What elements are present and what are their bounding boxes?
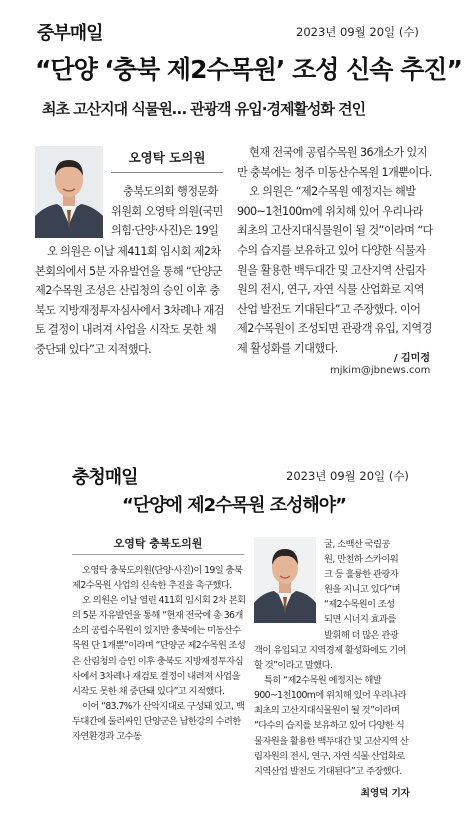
publication-date: 2023년 09월 20일 (수)	[286, 469, 409, 483]
text-line: 원, 만천하 스카이워	[324, 554, 399, 566]
reporter-email: mjkim@jbnews.com	[330, 365, 431, 376]
paragraph: 오 의원은 이날 제411회 임시회 제2차 본회의에서 5분 자유발언을 통해 “단양군 제2수목원 조성은 산림청의 승인 이후 충북도 지방재정투자심사에서 3차례나 재검토 결정이 내려져 사업을 시작도 못한 채 중단돼 있다”고 지적했다.	[35, 245, 224, 356]
reporter-byline: / 김미정	[393, 353, 430, 364]
paragraph: 이어 “83.7%가 산악지대로 구성돼 있고, 백두대간에 둘러싸인 단양군은 남한강의 수려한 자연환경과 고수동	[72, 700, 245, 743]
text-line: 발휘해 더 많은 관광	[324, 629, 399, 641]
newspaper-brand: 충청매일	[72, 467, 138, 488]
text-line: 되면 시너지 효과를	[324, 614, 396, 626]
subheadline: 최초 고산지대 식물원… 관광객 유입·경제활성화 견인	[42, 100, 366, 118]
portrait-image	[254, 537, 316, 623]
text-line: 원을 지니고 있다”며	[324, 584, 400, 596]
person-name-label: 오영탁 충북도의원	[113, 537, 203, 550]
reporter-byline: 최영덕 기자	[360, 788, 410, 799]
article2-left-column	[72, 563, 246, 808]
article1-right-column	[237, 143, 433, 359]
article2-right-top-lines	[324, 537, 410, 643]
publication-date: 2023년 09월 20일 (수)	[296, 25, 419, 39]
text-line: 크 등 훌륭한 관광자	[324, 569, 399, 581]
paragraph: 오영탁 충북도의원(단양·사진)이 19일 충북 제2수목원 사업의 신속한 추진을 촉구했다.	[72, 565, 243, 592]
text-line: “제2수목원이 조성	[324, 599, 395, 611]
newspaper-brand: 중부매일	[37, 23, 103, 44]
paragraph: 현재 전국에 공립수목원 36개소가 있지만 충북에는 청주 미동산수목원 1개뿐이다.	[237, 146, 432, 179]
paragraph: 오 의원은 “제2수목원 예정지는 해발 900~1천100m에 위치해 있어 우리나라 최초의 고산지대식물원이 될 것”이라며 “다수의 습지를 보유하고 있어 다양한 식물자원을 활용한 백두대간 및 고산지역 산림자원의 전시, 연구, 자연 식물 산업화로 지역산업 발전도 기대된다”고 주장했다. 이어 제2수목원이 조성되면 관광객 유입, 지역경제 활성화를 기대했다.	[237, 185, 433, 355]
article1-left-column	[35, 182, 225, 438]
article2-right-column	[254, 643, 411, 779]
headline: “단양에 제2수목원 조성해야”	[122, 495, 346, 516]
paragraph: 충북도의회 행정문화위원회 오영탁 의원(국민의힘·단양·사진)은 19일	[111, 185, 223, 238]
paragraph: 객이 유입되고 지역경제 활성화에도 기여할 것”이라고 말했다.	[254, 645, 406, 672]
name-divider	[111, 172, 223, 173]
name-divider	[72, 554, 244, 555]
headline: “단양 ‘충북 제2수목원’ 조성 신속 추진”	[35, 55, 462, 84]
paragraph: 오 의원은 이날 열린 411회 임시회 2차 본회의 5분 자유발언을 통해 “현재 전국에 총 36개소의 공립수목원이 있지만 충북에는 미동산수목원 단 1개뿐”이라며 “단양군 제2수목원 조성은 산림청의 승인 이후 충북도 지방재정투자심사에서 3차례나 재검토 결정이 내려져 사업을 시작도 못한 채 중단돼 있다”고 지적했다.	[72, 595, 246, 697]
politician-photo	[254, 537, 316, 623]
paragraph: 특히 “제2수목원 예정지는 해발 900~1천100m에 위치해 있어 우리나라 최초의 고산지대식물원이 될 것”이라며 “다수의 습지를 보유하고 있어 다양한 식물자원을 활용한 백두대간 및 고산지역 산림자원의 전시, 연구, 자연 식물 산업화로 지역산업 발전도 기대된다”고 주장했다.	[254, 675, 409, 777]
person-name-label: 오영탁 도의원	[128, 150, 206, 165]
text-line: 굴, 소백산 국립공	[324, 539, 390, 550]
